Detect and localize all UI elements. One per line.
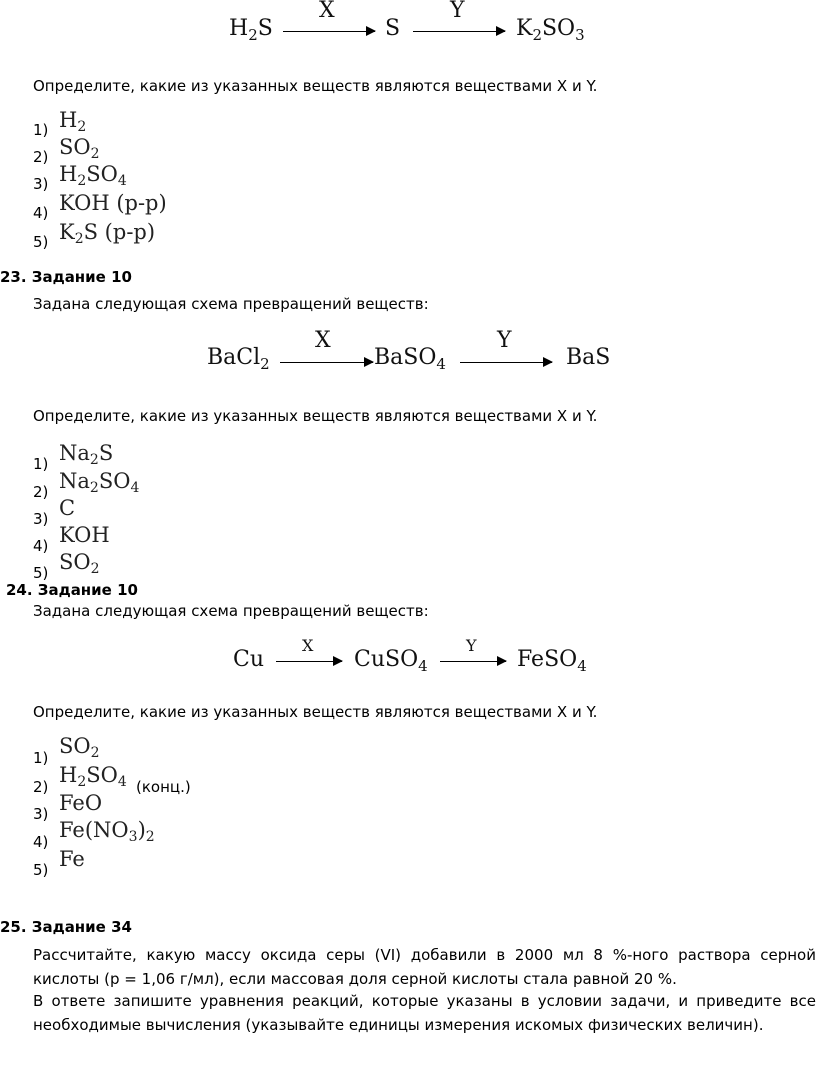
task23-intro: Задана следующая схема превращений веществ:	[33, 295, 429, 313]
intro-scheme-arrow-2	[413, 31, 505, 32]
task24-scheme-label-x: X	[302, 636, 314, 655]
task24-question: Определите, какие из указанных веществ являются веществами X и Y.	[33, 703, 598, 721]
intro-option-1: $H_2$	[59, 108, 87, 135]
intro-option-1-num: 1)	[33, 121, 49, 139]
task23-option-5-num: 5)	[33, 564, 49, 582]
task23-question: Определите, какие из указанных веществ являются веществами X и Y.	[33, 407, 598, 425]
task24-option-2: $H_2SO_4$	[59, 763, 127, 790]
task24-scheme-arrow-1	[276, 661, 342, 662]
intro-option-3: $H_2SO_4$	[59, 162, 127, 189]
intro-scheme-substance-3: $K_2SO_3$	[516, 16, 585, 44]
task24-heading: 24. Задание 10	[6, 581, 138, 599]
task24-scheme-substance-b: CuSO$_4$	[354, 647, 428, 675]
task24-scheme-arrow-2	[440, 661, 506, 662]
intro-scheme-substance-1: $H_2S$	[229, 16, 273, 44]
task24-scheme-label-y: Y	[466, 636, 477, 655]
task23-option-3: C	[59, 496, 76, 520]
intro-option-3-num: 3)	[33, 175, 49, 193]
task24-intro: Задана следующая схема превращений веществ:	[33, 602, 429, 620]
task23-scheme-substance-b: BaSO$_4$	[374, 345, 446, 373]
task24-option-2-num: 2)	[33, 778, 49, 796]
task23-heading: 23. Задание 10	[0, 268, 132, 286]
intro-scheme-arrow-1	[283, 31, 375, 32]
task25-paragraph-1: Рассчитайте, какую массу оксида серы (VI) добавили в 2000 мл 8 %-ного раствора серной кислоты (р = 1,06 г/мл), если массовая доля серной кислоты стала равной 20 %.	[33, 946, 816, 988]
task23-scheme-arrow-2	[460, 362, 552, 363]
intro-scheme-substance-2: S	[385, 16, 401, 41]
task24-scheme-substance-c: FeSO$_4$	[517, 647, 587, 675]
intro-option-2-num: 2)	[33, 148, 49, 166]
task24-option-5-num: 5)	[33, 861, 49, 879]
task23-scheme-substance-a: BaCl$_2$	[207, 345, 270, 373]
task23-scheme-label-y: Y	[497, 328, 512, 353]
intro-question: Определите, какие из указанных веществ являются веществами X и Y.	[33, 77, 598, 95]
intro-option-2: $SO_2$	[59, 135, 100, 162]
intro-scheme-label-x: X	[319, 0, 335, 23]
task24-option-3-num: 3)	[33, 805, 49, 823]
task24-option-3: FeO	[59, 791, 103, 815]
task23-option-4-num: 4)	[33, 537, 49, 555]
task24-option-4-num: 4)	[33, 833, 49, 851]
task23-option-5: $SO_2$	[59, 550, 100, 577]
task23-option-4: KOH	[59, 523, 110, 547]
task23-scheme-arrow-1	[280, 362, 373, 363]
intro-option-5-num: 5)	[33, 233, 49, 251]
task24-option-1-num: 1)	[33, 749, 49, 767]
task24-option-4: $Fe(NO_3)_2$	[59, 818, 155, 845]
task23-option-2: $Na_2SO_4$	[59, 469, 140, 496]
task23-option-1-num: 1)	[33, 455, 49, 473]
task24-option-5: Fe	[59, 847, 85, 871]
task24-option-2-note: (конц.)	[136, 778, 191, 796]
intro-scheme-label-y: Y	[450, 0, 465, 23]
task25-heading: 25. Задание 34	[0, 918, 132, 936]
task23-scheme-label-x: X	[315, 328, 331, 353]
task23-option-3-num: 3)	[33, 510, 49, 528]
intro-option-5: $K_2S$ (p-p)	[59, 220, 156, 247]
intro-option-4-num: 4)	[33, 204, 49, 222]
task23-scheme-substance-c: BaS	[566, 345, 611, 370]
intro-option-4: KOH (p-p)	[59, 191, 167, 215]
task23-option-1: $Na_2S$	[59, 441, 114, 468]
task23-option-2-num: 2)	[33, 483, 49, 501]
task24-option-1: $SO_2$	[59, 734, 100, 761]
task25-paragraph-2: В ответе запишите уравнения реакций, которые указаны в условии задачи, и приведите все необходимые вычисления (указывайте единицы измерения искомых физических величин).	[33, 992, 816, 1034]
task24-scheme-substance-a: Cu	[233, 647, 265, 672]
